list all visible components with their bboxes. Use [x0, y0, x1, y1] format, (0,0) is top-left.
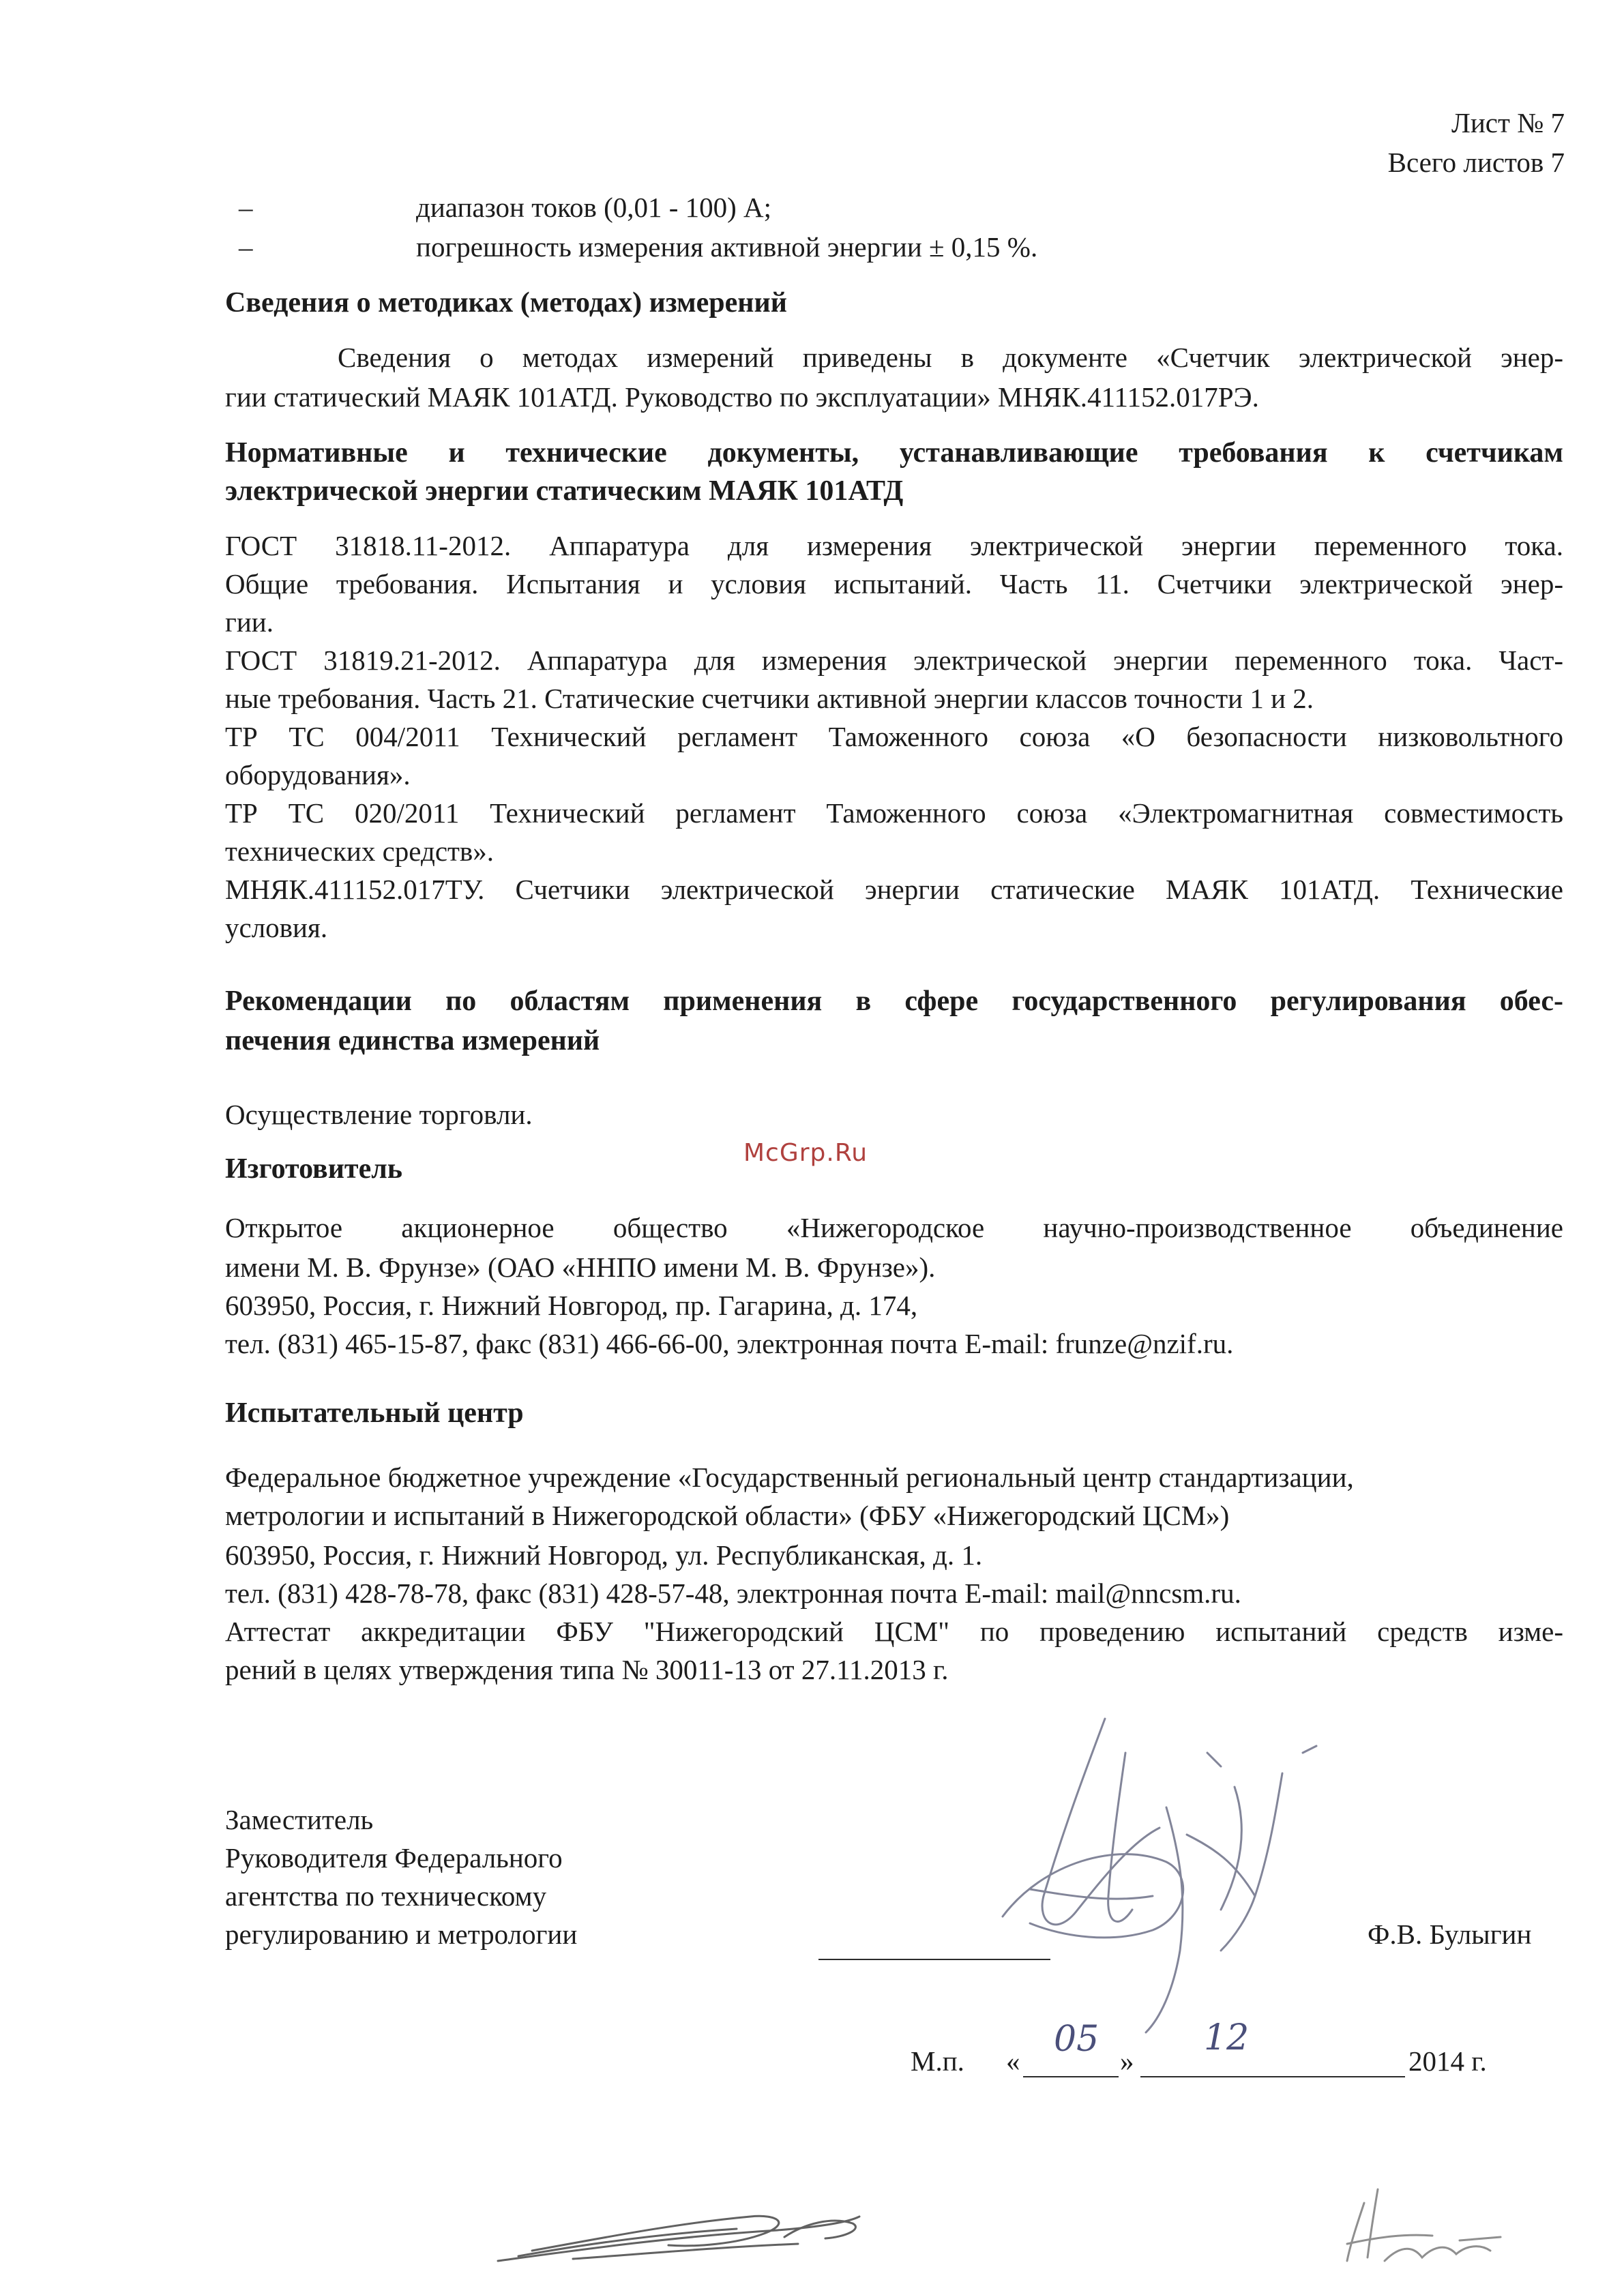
bullet-current-range: диапазон токов (0,01 - 100) А;: [416, 192, 772, 223]
recommendations-text: Осуществление торговли.: [225, 1099, 533, 1130]
manufacturer-contacts: тел. (831) 465-15-87, факс (831) 466-66-00, электронная почта E-mail: frunze@nzif.ru.: [225, 1328, 1234, 1359]
signatory-position: регулированию и метрологии: [225, 1919, 578, 1950]
normative-line: Общие требования. Испытания и условия испытаний. Часть 11. Счетчики электрической энер-: [225, 568, 1563, 599]
methods-line: гии статический МАЯК 101АТД. Руководство по эксплуатации» МНЯК.411152.017РЭ.: [225, 381, 1259, 413]
month-underline: [1140, 2076, 1405, 2077]
test-center-address: 603950, Россия, г. Нижний Новгород, ул. Республиканская, д. 1.: [225, 1539, 983, 1571]
normative-line: ГОСТ 31818.11-2012. Аппаратура для измерения электрической энергии переменного тока.: [225, 530, 1563, 561]
signatory-name: Ф.В. Булыгин: [1368, 1919, 1532, 1950]
methods-line: Сведения о методах измерений приведены в документе «Счетчик электрической энер-: [338, 342, 1563, 373]
bottom-initials-left: [491, 2196, 873, 2271]
signature-scribble: [962, 1691, 1344, 2046]
signatory-position: Руководителя Федерального: [225, 1842, 563, 1874]
bullet-marker: –: [239, 231, 253, 263]
normative-line: гии.: [225, 606, 274, 638]
test-center-line: Федеральное бюджетное учреждение «Государственный региональный центр стандартизации,: [225, 1462, 1354, 1493]
manufacturer-address: 603950, Россия, г. Нижний Новгород, пр. Гагарина, д. 174,: [225, 1290, 918, 1321]
date-close-quote: »: [1120, 2045, 1134, 2077]
normative-line: оборудования».: [225, 759, 411, 790]
date-open-quote: «: [1006, 2045, 1020, 2077]
test-center-accreditation: рений в целях утверждения типа № 30011-13 от 27.11.2013 г.: [225, 1654, 949, 1685]
normative-line: МНЯК.411152.017ТУ. Счетчики электрической энергии статические МАЯК 101АТД. Технические: [225, 874, 1563, 905]
total-sheets: Всего листов 7: [1387, 147, 1565, 178]
sheet-number: Лист № 7: [1451, 107, 1565, 138]
test-center-line: метрологии и испытаний в Нижегородской области» (ФБУ «Нижегородский ЦСМ»): [225, 1500, 1230, 1531]
bottom-initials-right: [1337, 2182, 1514, 2271]
manufacturer-line: имени М. В. Фрунзе» (ОАО «ННПО имени М. В. Фрунзе»).: [225, 1252, 936, 1283]
recommendations-heading: Рекомендации по областям применения в сфере государственного регулирования обес-: [225, 986, 1563, 1017]
normative-line: условия.: [225, 912, 328, 943]
signatory-position: Заместитель: [225, 1804, 374, 1835]
test-center-accreditation: Аттестат аккредитации ФБУ "Нижегородский ЦСМ" по проведению испытаний средств изме-: [225, 1616, 1563, 1647]
normative-line: ТР ТС 004/2011 Технический регламент Таможенного союза «О безопасности низковольтного: [225, 721, 1563, 752]
date-year: 2014 г.: [1408, 2045, 1487, 2077]
stamp-place: М.п.: [911, 2045, 964, 2077]
methods-heading: Сведения о методиках (методах) измерений: [225, 287, 787, 319]
manufacturer-heading: Изготовитель: [225, 1153, 402, 1185]
test-center-heading: Испытательный центр: [225, 1397, 524, 1429]
date-month: 12: [1204, 2017, 1250, 2058]
manufacturer-line: Открытое акционерное общество «Нижегородское научно-производственное объединение: [225, 1212, 1563, 1243]
bullet-error: погрешность измерения активной энергии ± 0,15 %.: [416, 231, 1038, 263]
recommendations-heading: печения единства измерений: [225, 1025, 600, 1056]
normative-line: ГОСТ 31819.21-2012. Аппаратура для измерения электрической энергии переменного тока. Част-: [225, 645, 1563, 676]
signatory-position: агентства по техническому: [225, 1880, 547, 1912]
normative-line: ные требования. Часть 21. Статические счетчики активной энергии классов точности 1 и 2.: [225, 683, 1314, 714]
normative-heading: Нормативные и технические документы, устанавливающие требования к счетчикам: [225, 437, 1563, 469]
normative-heading: электрической энергии статическим МАЯК 101АТД: [225, 475, 904, 507]
bullet-marker: –: [239, 192, 253, 223]
normative-line: технических средств».: [225, 835, 494, 867]
day-underline: [1023, 2076, 1119, 2077]
date-day: 05: [1054, 2019, 1099, 2060]
normative-line: ТР ТС 020/2011 Технический регламент Таможенного союза «Электромагнитная совместимость: [225, 797, 1563, 829]
test-center-contacts: тел. (831) 428-78-78, факс (831) 428-57-48, электронная почта E-mail: mail@nncsm.ru.: [225, 1578, 1241, 1609]
watermark: McGrp.Ru: [743, 1139, 868, 1167]
